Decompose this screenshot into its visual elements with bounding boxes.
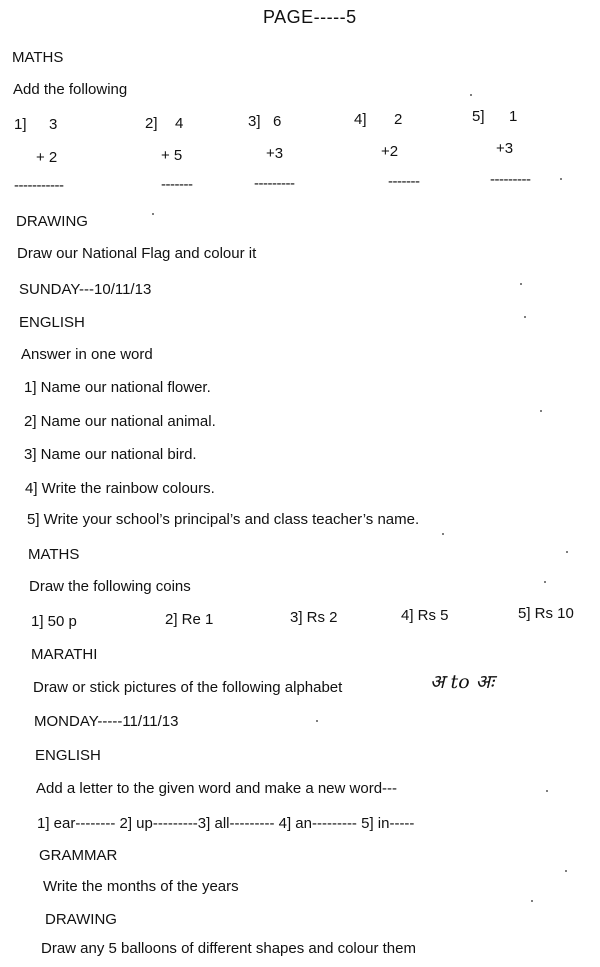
problem-top-number: 4 bbox=[175, 115, 184, 132]
instruction-text: Draw the following coins bbox=[29, 578, 191, 595]
coin-item: 2] Re 1 bbox=[165, 611, 214, 628]
problem-number: 1] bbox=[14, 116, 27, 133]
subject-heading-english: ENGLISH bbox=[35, 747, 101, 764]
subject-heading-grammar: GRAMMAR bbox=[39, 847, 118, 864]
question-item: 3] Name our national bird. bbox=[24, 446, 197, 463]
subject-heading-maths: MATHS bbox=[12, 49, 64, 66]
word-exercise: 1] ear-------- 2] up---------3] all--------- 4] an--------- 5] in----- bbox=[37, 815, 415, 832]
problem-top-number: 1 bbox=[509, 108, 518, 125]
day-date-heading: MONDAY-----11/11/13 bbox=[34, 713, 179, 730]
problem-number: 3] bbox=[248, 113, 261, 130]
problem-addend: + 5 bbox=[161, 147, 183, 164]
problem-addend: +2 bbox=[381, 143, 399, 160]
problem-addend: + 2 bbox=[36, 149, 58, 166]
question-item: 4] Write the rainbow colours. bbox=[25, 480, 215, 497]
problem-number: 2] bbox=[145, 115, 158, 132]
subject-heading-drawing: DRAWING bbox=[16, 213, 88, 230]
page-title: PAGE-----5 bbox=[263, 7, 357, 27]
instruction-text: Draw our National Flag and colour it bbox=[17, 245, 257, 262]
problem-number: 4] bbox=[354, 111, 367, 128]
problem-top-number: 6 bbox=[273, 113, 282, 130]
answer-line: --------- bbox=[254, 175, 295, 192]
day-date-heading: SUNDAY---10/11/13 bbox=[19, 281, 152, 298]
answer-line: ------- bbox=[388, 173, 420, 190]
instruction-text: Draw any 5 balloons of different shapes and colour them bbox=[41, 940, 416, 957]
problem-number: 5] bbox=[472, 108, 485, 125]
answer-line: ----------- bbox=[14, 177, 64, 194]
instruction-text: Draw or stick pictures of the following alphabet bbox=[33, 679, 343, 696]
question-item: 2] Name our national animal. bbox=[24, 413, 216, 430]
problem-addend: +3 bbox=[496, 140, 514, 157]
subject-heading-maths: MATHS bbox=[28, 546, 80, 563]
instruction-text: Add the following bbox=[13, 81, 128, 98]
instruction-text: Add a letter to the given word and make a new word--- bbox=[36, 780, 398, 797]
coin-item: 1] 50 p bbox=[31, 613, 77, 630]
subject-heading-drawing: DRAWING bbox=[45, 911, 117, 928]
problem-addend: +3 bbox=[266, 145, 284, 162]
coin-item: 3] Rs 2 bbox=[290, 609, 338, 626]
problem-top-number: 2 bbox=[394, 111, 403, 128]
question-item: 5] Write your school’s principal’s and class teacher’s name. bbox=[27, 511, 420, 528]
answer-line: ------- bbox=[161, 176, 193, 193]
instruction-text: Write the months of the years bbox=[43, 878, 239, 895]
handwritten-alphabet: अ to अः bbox=[430, 671, 495, 693]
instruction-text: Answer in one word bbox=[21, 346, 153, 363]
question-item: 1] Name our national flower. bbox=[24, 379, 211, 396]
subject-heading-english: ENGLISH bbox=[19, 314, 85, 331]
coin-item: 4] Rs 5 bbox=[401, 607, 449, 624]
subject-heading-marathi: MARATHI bbox=[31, 646, 98, 663]
coin-item: 5] Rs 10 bbox=[518, 605, 574, 622]
answer-line: --------- bbox=[490, 171, 531, 188]
problem-top-number: 3 bbox=[49, 116, 58, 133]
